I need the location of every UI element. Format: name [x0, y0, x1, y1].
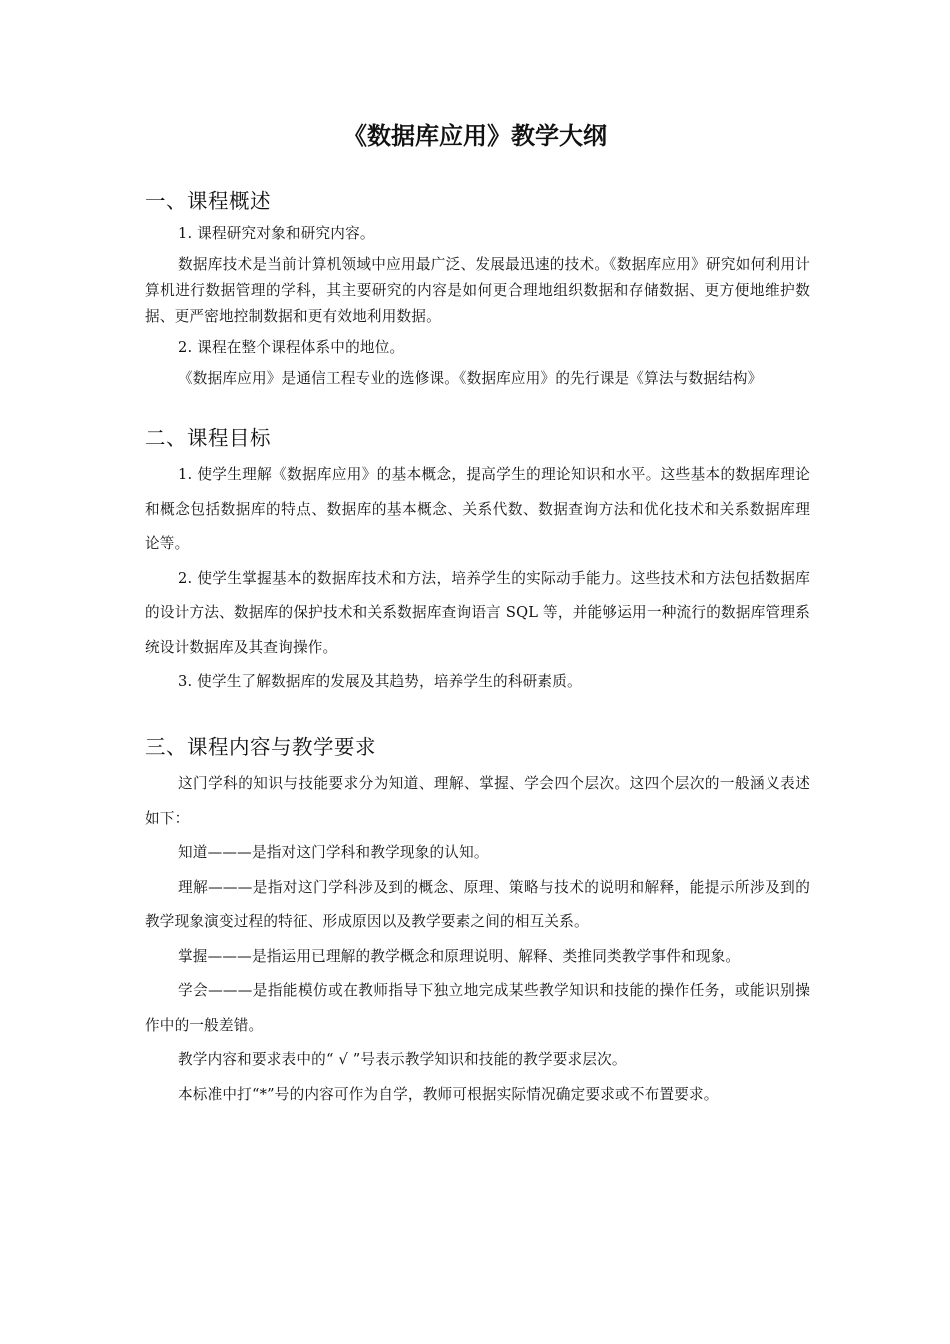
document-title: 《数据库应用》教学大纲 — [343, 122, 607, 150]
section-course-overview — [145, 185, 810, 392]
paragraph: 《数据库应用》是通信工程专业的选修课。《数据库应用》的先行课是《算法与数据结构》 — [178, 370, 763, 387]
paragraph: 2. 使学生掌握基本的数据库技术和方法，培养学生的实际动手能力。这些技术和方法包括数据库的设计方法、数据库的保护技术和关系数据库查询语言 SQL 等，并能够运用一种流行的数据库管理系统设计数据库及其查询操作。 — [145, 569, 810, 656]
paragraph: 1. 课程研究对象和研究内容。 — [178, 225, 375, 242]
paragraph: 本标准中打“*”号的内容可作为自学，教师可根据实际情况确定要求或不布置要求。 — [178, 1085, 719, 1103]
section-heading: 一、课程概述 — [145, 189, 271, 213]
section-heading: 二、课程目标 — [145, 426, 271, 450]
paragraph: 3. 使学生了解数据库的发展及其趋势，培养学生的科研素质。 — [178, 673, 582, 690]
paragraph: 知道———是指对这门学科和教学现象的认知。 — [178, 844, 489, 861]
section-heading: 三、课程内容与教学要求 — [145, 735, 376, 759]
paragraph: 数据库技术是当前计算机领域中应用最广泛、发展最迅速的技术。《数据库应用》研究如何利用计算机进行数据管理的学科，其主要研究的内容是如何更合理地组织数据和存储数据、更方便地维护数据、更严密地控制数据和更有效地利用数据。 — [145, 256, 810, 325]
paragraph: 2. 课程在整个课程体系中的地位。 — [178, 339, 405, 356]
paragraph: 1. 使学生理解《数据库应用》的基本概念，提高学生的理论知识和水平。这些基本的数据库理论和概念包括数据库的特点、数据库的基本概念、关系代数、数据查询方法和优化技术和关系数据库理论等。 — [145, 466, 810, 552]
section-course-goals — [145, 422, 810, 700]
section-course-content — [145, 731, 810, 1112]
paragraph: 掌握———是指运用已理解的教学概念和原理说明、解释、类推同类教学事件和现象。 — [178, 947, 741, 965]
paragraph: 学会———是指能模仿或在教师指导下独立地完成某些教学知识和技能的操作任务，或能识别操作中的一般差错。 — [145, 982, 810, 1034]
paragraph: 理解———是指对这门学科涉及到的概念、原理、策略与技术的说明和解释，能提示所涉及到的教学现象演变过程的特征、形成原因以及教学要素之间的相互关系。 — [145, 878, 810, 930]
paragraph: 教学内容和要求表中的“ √ ”号表示教学知识和技能的教学要求层次。 — [178, 1051, 627, 1068]
paragraph: 这门学科的知识与技能要求分为知道、理解、掌握、学会四个层次。这四个层次的一般涵义表述如下： — [145, 775, 810, 827]
